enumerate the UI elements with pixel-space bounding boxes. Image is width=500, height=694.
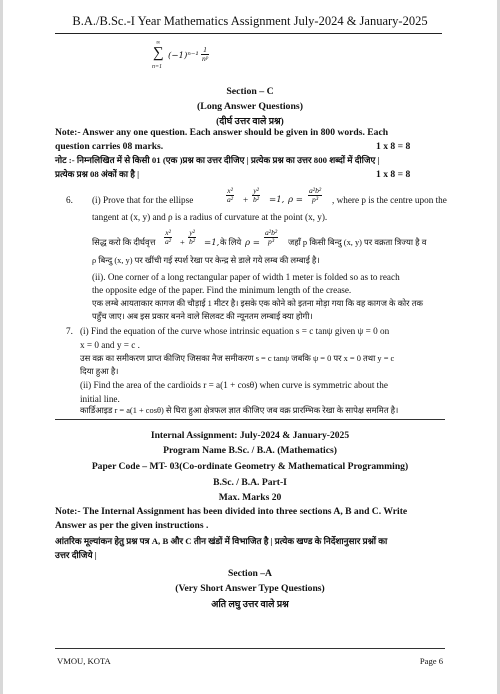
q6-i-line2: tangent at (x, y) and ρ is a radius of curvature at the point (x, y). [92, 212, 328, 222]
internal-max-marks: Max. Marks 20 [218, 492, 282, 503]
q6-rho-fraction: $\frac{\text{a²b²}}{\text{p³}}$ [309, 186, 322, 204]
q6-hindi-ellipse-y-fraction: $\frac{\text{y²}}{\text{b²}}$ [189, 228, 196, 246]
section-c-subtitle: (Long Answer Questions) [197, 101, 303, 112]
question-7-number: 7. [66, 326, 73, 336]
q6-equals-one: =1, [269, 195, 285, 205]
q6-hindi-equals-one: =1, [204, 238, 220, 248]
q6-plus-sign: + [243, 195, 249, 205]
header-rule [55, 33, 442, 34]
internal-title: Internal Assignment: July-2024 & January-2025 [150, 430, 350, 441]
section-a-title: Section –A [228, 568, 272, 579]
section-c-note-line2: question carries 08 marks. [55, 141, 164, 152]
q6-hindi-rho-fraction: $\frac{\text{a²b²}}{\text{p³}}$ [265, 228, 278, 246]
internal-hindi-line1: आंतरिक मूल्यांकन हेतु प्रश्न पत्र A, B और C तीन खंडों में विभाजित है | प्रत्येक खण्ड के निर्देशानुसार प्रश्नों का [55, 536, 388, 546]
q7-ii-line1: (ii) Find the area of the cardioids r = a(1 + cosθ) when curve is symmetric about the [80, 380, 388, 390]
section-c-note-line1: Note:- Answer any one question. Each answer should be given in 800 words. Each [55, 127, 389, 138]
footer-page-number: Page 6 [419, 656, 443, 666]
q7-hindi-i-line1: उस वक्र का समीकरण प्राप्त कीजिए जिसका नैज समीकरण s = c tanψ जबकि ψ = 0 पर x = 0 तथा y = c [80, 354, 395, 363]
internal-paper-code: Paper Code – MT- 03(Co-ordinate Geometry & Mathematical Programming) [91, 461, 409, 472]
internal-note-line1: Note:- The Internal Assignment has been divided into three sections A, B and C. Write [55, 506, 408, 517]
internal-note-line2: Answer as per the given instructions . [55, 520, 209, 531]
q6-ellipse-y-fraction: $\frac{\text{y²}}{\text{b²}}$ [253, 186, 260, 204]
section-divider [55, 419, 445, 420]
q6-ii-line1: (ii). One corner of a long rectangular paper of width 1 meter is folded so as to reach [92, 272, 400, 282]
internal-class: B.Sc. / B.A. Part-I [213, 477, 287, 488]
q7-hindi-i-line2: दिया हुआ है। [80, 367, 119, 376]
q7-hindi-ii: कार्डिआइड r = a(1 + cosθ) से घिरा हुआ क्षेत्रफल ज्ञात कीजिए जब वक्र प्रारम्भिक रेखा के सापेक्ष सममित है। [80, 406, 399, 415]
sum-lower-limit: n=1 [152, 64, 163, 70]
section-c-note-hindi-line2: प्रत्येक प्रश्न 08 अंकों का है | [55, 169, 140, 179]
q6-hindi-i-text-end: जहाँ p किसी बिन्दु (x, y) पर वक्रता त्रिज्या है व [288, 238, 427, 247]
q6-hindi-plus-sign: + [180, 238, 185, 247]
q6-hindi-i-text-start: सिद्ध करो कि दीर्घवृत्त [92, 238, 156, 247]
footer-rule [55, 648, 445, 649]
page-header: B.A./B.Sc.-I Year Mathematics Assignment July-2024 & January-2025 [72, 14, 428, 28]
sum-upper-limit: ∞ [156, 40, 161, 46]
section-a-subtitle-hindi: अति लघु उत्तर वाले प्रश्न [211, 600, 289, 610]
q6-hindi-ii-line2: पहुँच जाए। अब इस प्रकार बनने वाले सिलवट की न्यूनतम लम्बाई क्या होगी। [92, 312, 313, 321]
q6-i-text-end: , where p is the centre upon the [332, 195, 447, 205]
q7-ii-line2: initial line. [80, 394, 120, 404]
footer-institution: VMOU, KOTA [57, 656, 111, 666]
q6-rho-equals: ρ = [288, 195, 303, 205]
q6-hindi-i-line2: ρ बिन्दु (x, y) पर खींची गई स्पर्श रेखा पर केन्द्र से डाले गये लम्ब की लम्बाई है। [92, 256, 320, 265]
q6-ii-line2: the opposite edge of the paper. Find the minimum length of the crease. [92, 285, 352, 295]
series-term: (−1)ⁿ⁻¹ [168, 51, 199, 61]
series-expression [150, 40, 240, 76]
section-c-subtitle-hindi: (दीर्घ उत्तर वाले प्रश्न) [216, 117, 284, 127]
q6-hindi-rho-equals: ρ = [245, 238, 260, 248]
q6-i-text-start: (i) Prove that for the ellipse [92, 195, 194, 205]
section-c-title: Section – C [226, 86, 274, 97]
q6-hindi-ellipse-x-fraction: $\frac{\text{x²}}{\text{a²}}$ [165, 228, 172, 246]
internal-program: Program Name B.Sc. / B.A. (Mathematics) [163, 445, 337, 456]
q7-i-line1: (i) Find the equation of the curve whose intrinsic equation s = c tanψ given ψ = 0 on [80, 326, 390, 336]
section-c-marks-hindi: 1 x 8 = 8 [376, 169, 411, 180]
sum-sign: ∑ [153, 45, 164, 61]
q6-hindi-ii-line1: एक लम्बे आयताकार कागज की चौड़ाई 1 मीटर है। इसके एक कोने को इतना मोड़ा गया कि वह कागज के कोर तक [92, 299, 423, 308]
q6-ellipse-x-fraction: $\frac{\text{x²}}{\text{a²}}$ [227, 186, 234, 204]
section-c-note-hindi-line1: नोट :- निम्नलिखित में से किसी 01 (एक )प्रश्न का उत्तर दीजिए | प्रत्येक प्रश्न का उत्तर 800 शब्दों में दीजिए | [55, 155, 380, 165]
q6-hindi-i-text-mid: के लिये [220, 238, 242, 247]
question-6-number: 6. [66, 195, 73, 205]
internal-hindi-line2: उत्तर दीजिये | [55, 550, 97, 560]
q7-i-line2: x = 0 and y = c . [80, 340, 140, 350]
section-a-subtitle: (Very Short Answer Type Questions) [175, 583, 325, 594]
section-c-marks: 1 x 8 = 8 [376, 141, 411, 152]
series-fraction: $\frac{1}{\text{nᵖ}}$ [202, 45, 208, 63]
